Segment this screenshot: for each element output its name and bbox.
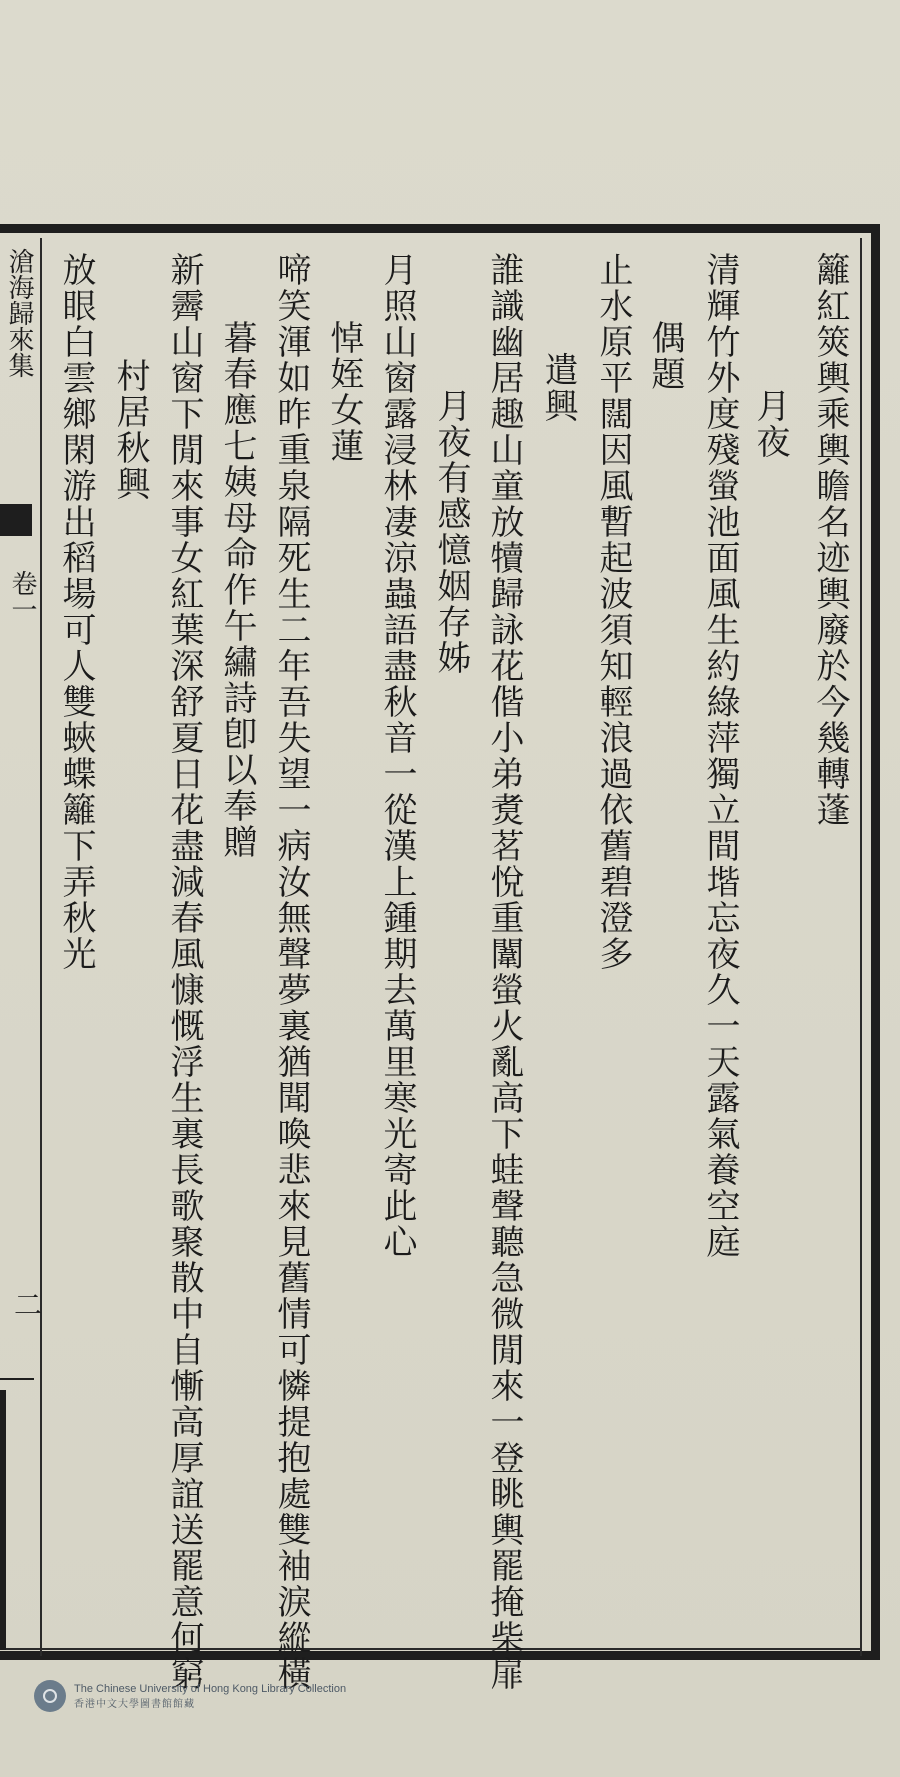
frame-inner-bottom: [0, 1648, 862, 1650]
poem-title: 悼姪女蓮: [324, 320, 364, 464]
folio-rule: [0, 1378, 34, 1380]
poem-title: 月夜: [750, 388, 790, 460]
poem-line: 月照山窗露浸林凄涼蟲語盡秋音一從漢上鍾期去萬里寒光寄此心: [377, 252, 417, 1260]
poem-line: 誰識幽居趣山童放犢歸詠花偕小弟煑茗悅重闈螢火亂高下蛙聲聽急微閒來一登眺輿罷掩柴扉: [484, 252, 524, 1692]
poem-line: 籬紅筴輿乘輿瞻名迹輿廢於今幾轉蓬: [810, 252, 850, 828]
poem-title: 村居秋興: [110, 358, 150, 502]
frame-inner-right: [860, 238, 862, 1656]
cuhk-library-logo-icon: [34, 1680, 66, 1712]
lower-margin-bar: [0, 1390, 6, 1650]
poem-line: 放眼白雲鄉閑游出稻場可人雙蛺蝶籬下弄秋光: [56, 252, 96, 972]
poem-line: 清輝竹外度殘螢池面風生約綠萍獨立間堦忘夜久一天露氣養空庭: [700, 252, 740, 1260]
poem-title: 月夜有感憶姻存姊: [431, 388, 471, 676]
poem-title: 遣興: [538, 352, 578, 424]
poem-line: 止水原平闊因風暫起波須知輕浪過依舊碧澄多: [593, 252, 633, 972]
poem-line: 啼笑渾如昨重泉隔死生二年吾失望一病汝無聲夢裏猶聞喚悲來見舊情可憐提抱處雙袖淚縱橫: [271, 252, 311, 1692]
book-title: 滄海歸來集: [4, 248, 34, 378]
margin-divider: [40, 238, 42, 1656]
poem-line: 新霽山窗下閒來事女紅葉深舒夏日花盡減春風慷慨浮生裏長歌聚散中自慚高厚誼送罷意何窮: [164, 252, 204, 1692]
poem-title: 偶題: [645, 320, 685, 392]
library-watermark: [34, 1680, 346, 1712]
volume-label: 卷一: [7, 570, 37, 622]
poem-title: 暮春應七姨母命作午繡詩卽以奉贈: [217, 320, 257, 860]
fish-tail-mark: [0, 504, 32, 536]
folio-number: 二: [10, 1290, 43, 1318]
watermark-english: The Chinese University of Hong Kong Library Collection: [74, 1682, 347, 1695]
watermark-chinese: 香港中文大學圖書館館藏: [74, 1698, 195, 1710]
